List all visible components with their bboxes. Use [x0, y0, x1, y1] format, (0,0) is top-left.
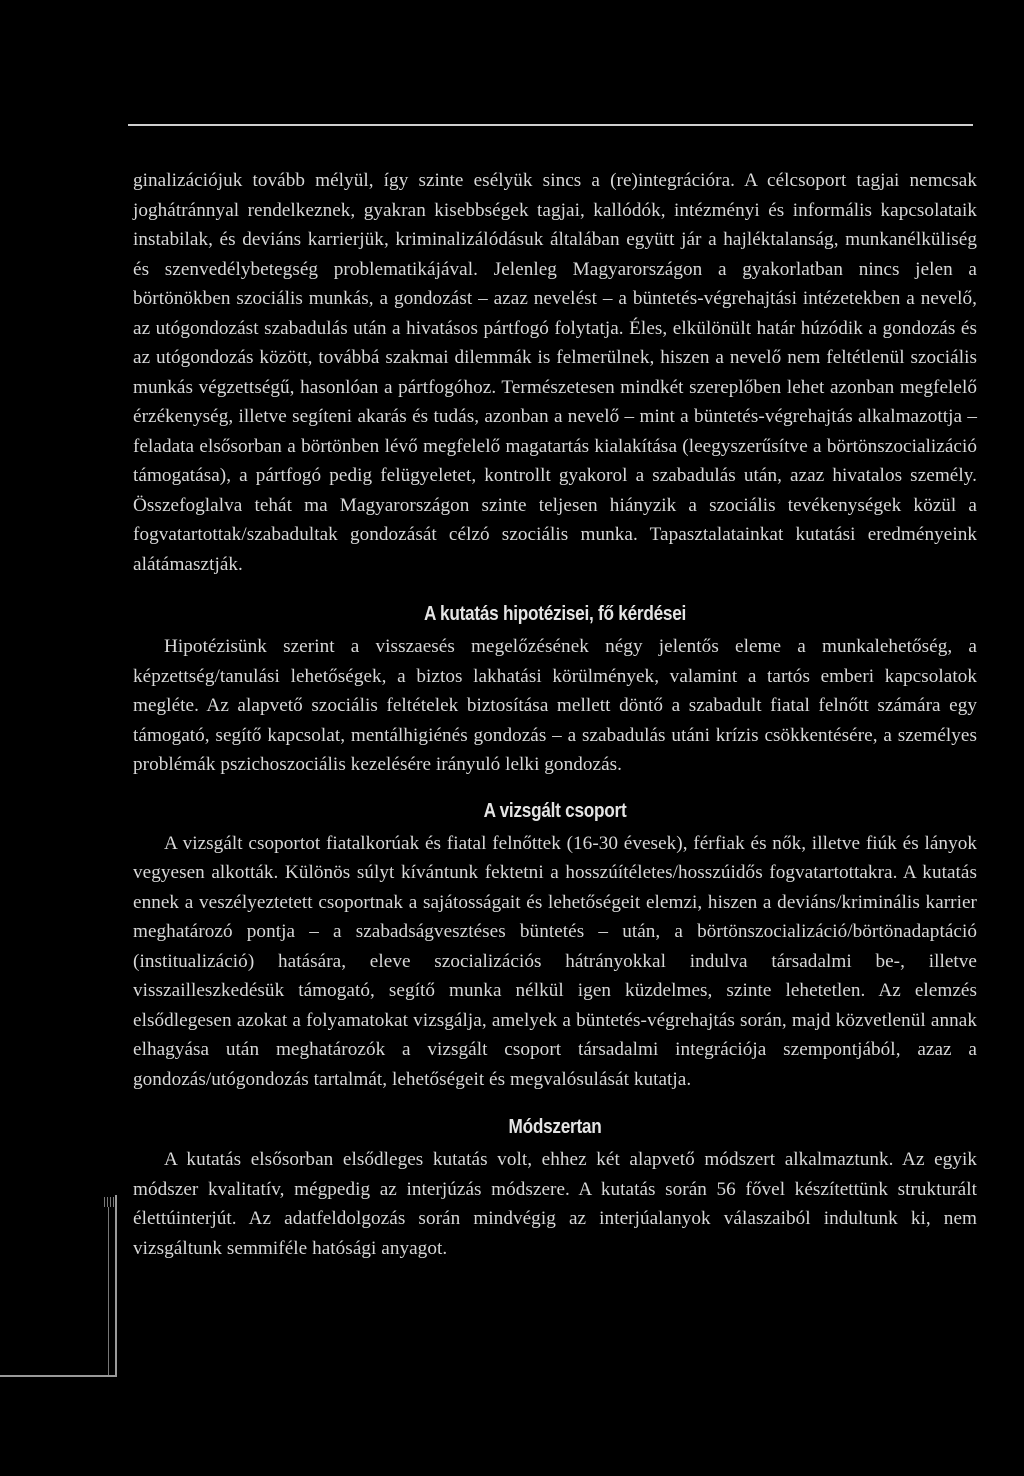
method-paragraph: A kutatás elsősorban elsődleges kutatás volt, ehhez két alapvető módszert alkalmaztunk. Az egyik módszer kvalitatív, mégpedig az interjúzás módszere. A kutatás során 56 fővel készítettünk strukturált élettúinterjút. Az adatfeldolgozás során mindvégig az interjúalanyok válaszaiból indultunk ki, nem vizsgáltunk semmiféle hatósági anyagot.	[133, 1149, 977, 1259]
margin-frame-inner-line	[0, 1207, 109, 1375]
section-heading-method: Módszertan	[508, 1116, 602, 1138]
header-rule	[128, 124, 973, 126]
document-body	[133, 166, 977, 1263]
group-paragraph: A vizsgált csoportot fiatalkorúak és fiatal felnőttek (16-30 évesek), férfiak és nők, illetve fiúk és lányok vegyesen alkották. Különös súlyt kívántunk fektetni a hosszúítéletes/hosszúidős fogvatartottakra. A kutatás ennek a veszélyeztetett csoportnak a sajátosságait és lehetőségeit elemzi, hiszen a deviáns/kriminális karrier meghatározó pontja – a szabadságvesztéses büntetés – után, a börtönszocializáció/börtönadaptáció (institualizáció) hatására, eleve szocializációs hátrányokkal indulva társadalmi be-, illetve visszailleszkedésük támogató, segítő munka nélkül igen küzdelmes, szinte lehetetlen. Az elemzés elsődlegesen azokat a folyamatokat vizsgálja, amelyek a büntetés-végrehajtás során, majd közvetlenül annak elhagyása után meghatározók a vizsgált csoport társadalmi integrációja szempontjából, azaz a gondozás/utógondozás tartalmát, lehetőségeit és megvalósulását kutatja.	[133, 832, 977, 1090]
margin-frame	[0, 1195, 117, 1377]
section-heading-group: A vizsgált csoport	[483, 799, 627, 822]
scan-artifact	[104, 1197, 116, 1207]
intro-paragraph: ginalizációjuk tovább mélyül, így szinte esélyük sincs a (re)integrációra. A célcsoport tagjai nemcsak joghátránnyal rendelkeznek, gyakran kisebbségek tagjai, kallódók, intézményi és informális kapcsolataik instabilak, és deviáns karrierjük, kriminalizálódásuk általában együtt jár a hajléktalanság, munkanélküliség és szenvedélybetegség problematikájával. Jelenleg Magyarországon a gyakorlatban nincs jelen a börtönökben szociális munkás, a gondozást – azaz nevelést – a büntetés-végrehajtási intézetekben a nevelő, az utógondozást szabadulás után a hivatásos pártfogó folytatja. Éles, elkülönült határ húzódik a gondozás és az utógondozás között, továbbá szakmai dilemmák is felmerülnek, hiszen a nevelő nem feltétlenül szociális munkás végzettségű, hasonlóan a pártfogóhoz. Természetesen mindkét szereplőben lehet azonban megfelelő érzékenység, illetve segíteni akarás és tudás, azonban a nevelő – mint a büntetés-végrehajtás alkalmazottja – feladata elsősorban a börtönben lévő megfelelő magatartás kialakítása (leegyszerűsítve a börtönszocializáció támogatása), a pártfogó pedig felügyeletet, kontrollt gyakorol a szabadulás után, azaz hivatalos személy. Összefoglalva tehát ma Magyarországon szinte teljesen hiányzik a szociális tevékenységek közül a fogvatartottak/szabadultak gondozását célzó szociális munka. Tapasztalatainkat kutatási eredményeink alátámasztják.	[133, 170, 977, 575]
hypotheses-paragraph: Hipotézisünk szerint a visszaesés megelőzésének négy jelentős eleme a munkalehetőség, a képzettség/tanulási lehetőségek, a biztos lakhatási körülmények, valamint a tartós emberi kapcsolatok megléte. Az alapvető szociális feltételek biztosítása mellett döntő a szabadult fiatal felnőtt számára egy támogató, segítő kapcsolat, mentálhigiénés gondozás – a szabadulás utáni krízis csökkentésére, a személyes problémák pszichoszociális kezelésére irányuló lelki gondozás.	[133, 636, 977, 775]
section-heading-hypotheses: A kutatás hipotézisei, fő kérdései	[423, 603, 687, 625]
